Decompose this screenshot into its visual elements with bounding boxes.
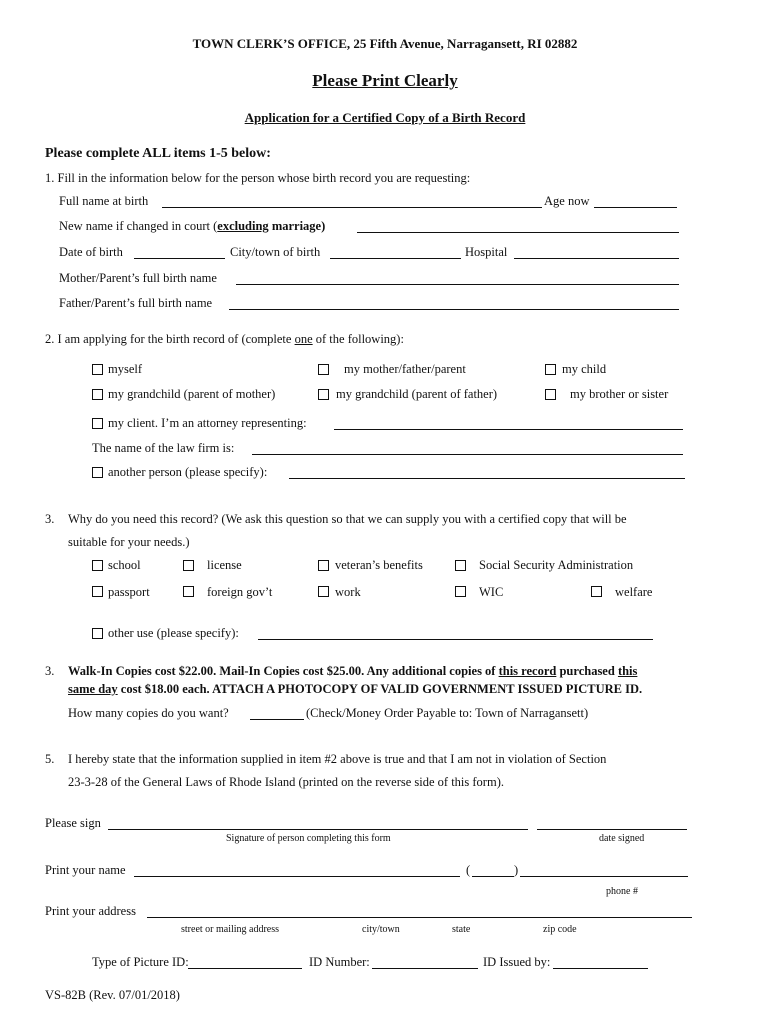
- client-label: my client. I’m an attorney representing:: [108, 416, 307, 430]
- date-signed-line[interactable]: [537, 829, 687, 830]
- statement-line1: I hereby state that the information supplied in item #2 above is true and that I am not in violation of Section: [68, 752, 607, 766]
- print-clearly-heading: Please Print Clearly: [312, 71, 458, 90]
- how-many-label: How many copies do you want?: [68, 706, 229, 720]
- state-caption: state: [452, 924, 471, 935]
- id-issued-line[interactable]: [553, 968, 648, 969]
- client-line[interactable]: [334, 429, 683, 430]
- mother-name-line[interactable]: [236, 284, 679, 285]
- city-of-birth-label: City/town of birth: [230, 245, 321, 259]
- picture-id-type-line[interactable]: [188, 968, 302, 969]
- item3-question-line1: Why do you need this record? (We ask this question so that we can supply you with a certified copy that will be: [68, 512, 627, 526]
- phone-area-close: ): [514, 863, 519, 877]
- mother-father-label: my mother/father/parent: [344, 362, 466, 376]
- form-code: VS-82B (Rev. 07/01/2018): [45, 988, 180, 1002]
- ssa-checkbox[interactable]: [455, 560, 466, 571]
- father-name-line[interactable]: [229, 309, 679, 310]
- another-person-line[interactable]: [289, 478, 685, 479]
- id-issued-label: ID Issued by:: [483, 955, 551, 969]
- instructions: Please complete ALL items 1-5 below:: [45, 146, 271, 161]
- phone-area-open: (: [466, 863, 471, 877]
- law-firm-line[interactable]: [252, 454, 683, 455]
- passport-checkbox[interactable]: [92, 586, 103, 597]
- grandchild-father-label: my grandchild (parent of father): [336, 387, 498, 401]
- child-label: my child: [562, 362, 607, 376]
- wic-checkbox[interactable]: [455, 586, 466, 597]
- address-line[interactable]: [147, 917, 692, 918]
- print-name-label: Print your name: [45, 863, 126, 877]
- fees-line2: same day cost $18.00 each. ATTACH A PHOTOCOPY OF VALID GOVERNMENT ISSUED PICTURE ID.: [68, 682, 643, 696]
- welfare-checkbox[interactable]: [591, 586, 602, 597]
- street-caption: street or mailing address: [181, 924, 280, 935]
- school-checkbox[interactable]: [92, 560, 103, 571]
- passport-label: passport: [108, 585, 150, 599]
- payable-note: (Check/Money Order Payable to: Town of Narragansett): [306, 706, 589, 720]
- other-use-label: other use (please specify):: [108, 626, 239, 640]
- hospital-line[interactable]: [514, 258, 679, 259]
- print-name-line[interactable]: [134, 876, 460, 877]
- child-checkbox[interactable]: [545, 364, 556, 375]
- another-person-label: another person (please specify):: [108, 465, 268, 479]
- id-number-line[interactable]: [372, 968, 478, 969]
- zip-caption: zip code: [543, 924, 577, 935]
- new-name-line[interactable]: [357, 232, 679, 233]
- signature-caption: Signature of person completing this form: [226, 833, 391, 844]
- age-now-label: Age now: [544, 194, 590, 208]
- grandchild-mother-label: my grandchild (parent of mother): [108, 387, 276, 401]
- license-label: license: [207, 558, 242, 572]
- ssa-label: Social Security Administration: [479, 558, 634, 572]
- veteran-label: veteran’s benefits: [335, 558, 423, 572]
- application-title: Application for a Certified Copy of a Birth Record: [244, 110, 526, 125]
- area-code-line[interactable]: [472, 876, 514, 877]
- wic-label: WIC: [479, 585, 504, 599]
- myself-checkbox[interactable]: [92, 364, 103, 375]
- client-checkbox[interactable]: [92, 418, 103, 429]
- fees-line1: Walk-In Copies cost $22.00. Mail-In Copies cost $25.00. Any additional copies of this record purchased this: [68, 664, 638, 678]
- law-firm-label: The name of the law firm is:: [92, 441, 235, 455]
- id-number-label: ID Number:: [309, 955, 370, 969]
- other-use-line[interactable]: [258, 639, 653, 640]
- grandchild-mother-checkbox[interactable]: [92, 389, 103, 400]
- city-of-birth-line[interactable]: [330, 258, 461, 259]
- age-now-line[interactable]: [594, 207, 677, 208]
- item5-number: 5.: [45, 752, 55, 766]
- picture-id-type-label: Type of Picture ID:: [92, 955, 189, 969]
- office-address: TOWN CLERK’S OFFICE, 25 Fifth Avenue, Narragansett, RI 02882: [192, 36, 578, 51]
- hospital-label: Hospital: [465, 245, 508, 259]
- item3-number: 3.: [45, 512, 55, 526]
- other-use-checkbox[interactable]: [92, 628, 103, 639]
- phone-caption: phone #: [606, 886, 638, 897]
- date-signed-caption: date signed: [599, 833, 645, 844]
- statement-line2: 23-3-28 of the General Laws of Rhode Island (printed on the reverse side of this form).: [68, 775, 504, 789]
- item2-intro: 2. I am applying for the birth record of (complete one of the following):: [45, 332, 404, 346]
- item4-number: 3.: [45, 664, 55, 678]
- welfare-label: welfare: [615, 585, 653, 599]
- grandchild-father-checkbox[interactable]: [318, 389, 329, 400]
- father-name-label: Father/Parent’s full birth name: [59, 296, 213, 310]
- school-label: school: [108, 558, 141, 572]
- mother-name-label: Mother/Parent’s full birth name: [59, 271, 217, 285]
- work-label: work: [335, 585, 361, 599]
- mother-father-checkbox[interactable]: [318, 364, 329, 375]
- foreign-gov-label: foreign gov’t: [207, 585, 273, 599]
- work-checkbox[interactable]: [318, 586, 329, 597]
- print-address-label: Print your address: [45, 904, 136, 918]
- license-checkbox[interactable]: [183, 560, 194, 571]
- foreign-gov-checkbox[interactable]: [183, 586, 194, 597]
- item3-question-line2: suitable for your needs.): [68, 535, 190, 549]
- item1-intro: 1. Fill in the information below for the person whose birth record you are requesting:: [45, 171, 471, 185]
- city-caption: city/town: [362, 924, 400, 935]
- please-sign-label: Please sign: [45, 816, 101, 830]
- signature-line[interactable]: [108, 829, 528, 830]
- copies-count-line[interactable]: [250, 719, 304, 720]
- date-of-birth-line[interactable]: [134, 258, 225, 259]
- date-of-birth-label: Date of birth: [59, 245, 123, 259]
- veteran-checkbox[interactable]: [318, 560, 329, 571]
- full-name-line[interactable]: [162, 207, 542, 208]
- myself-label: myself: [108, 362, 143, 376]
- phone-number-line[interactable]: [520, 876, 688, 877]
- another-person-checkbox[interactable]: [92, 467, 103, 478]
- new-name-label: New name if changed in court (excluding marriage): [59, 219, 326, 233]
- full-name-label: Full name at birth: [59, 194, 149, 208]
- sibling-checkbox[interactable]: [545, 389, 556, 400]
- sibling-label: my brother or sister: [570, 387, 669, 401]
